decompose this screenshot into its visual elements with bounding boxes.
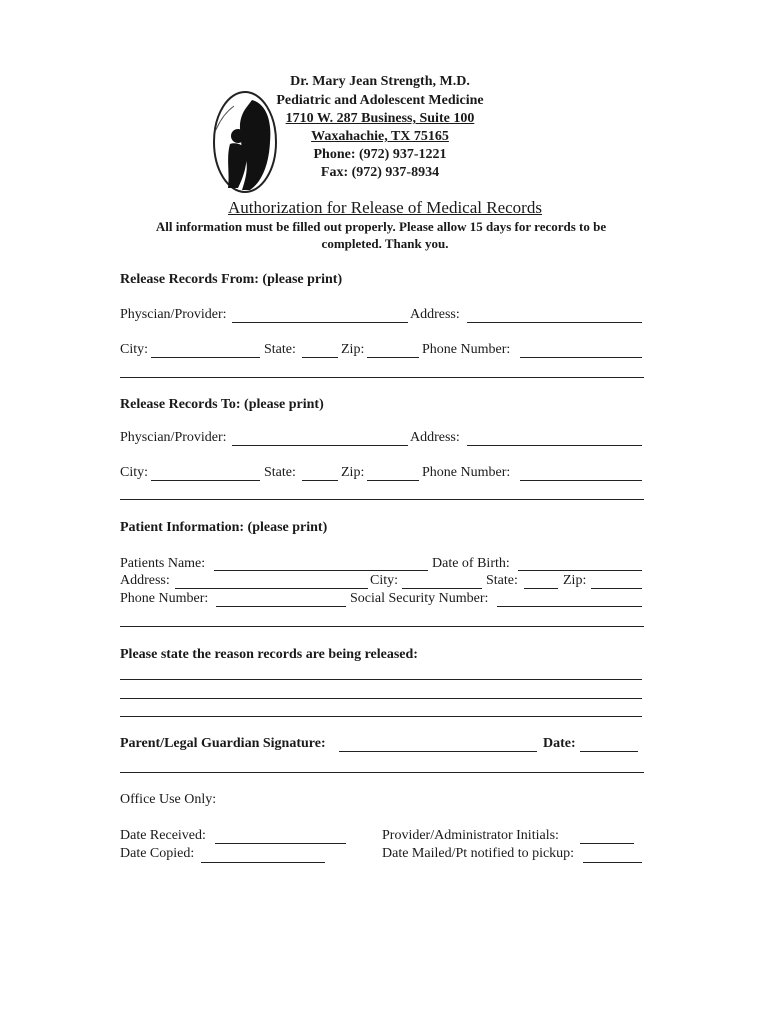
patient-city-label: City: <box>370 573 399 588</box>
to-address-label: Address: <box>410 430 460 445</box>
to-physician-field[interactable] <box>232 431 408 446</box>
patient-zip-label: Zip: <box>563 573 587 588</box>
patient-dob-field[interactable] <box>518 556 642 571</box>
reason-line-2[interactable] <box>120 698 642 699</box>
from-zip-label: Zip: <box>341 342 365 357</box>
patient-address-field[interactable] <box>175 574 368 589</box>
from-city-label: City: <box>120 342 149 357</box>
from-physician-label: Physcian/Provider: <box>120 307 227 322</box>
to-city-label: City: <box>120 465 149 480</box>
to-phone-label: Phone Number: <box>422 465 511 480</box>
reason-line-3[interactable] <box>120 716 642 717</box>
section-divider <box>120 377 644 378</box>
section-divider <box>120 499 644 500</box>
to-physician-label: Physcian/Provider: <box>120 430 227 445</box>
initials-label: Provider/Administrator Initials: <box>382 828 559 843</box>
instructions-line-1: All information must be filled out properly. Please allow 15 days for records to be <box>155 219 607 234</box>
mailed-field[interactable] <box>583 848 642 863</box>
practice-phone: Phone: (972) 937-1221 <box>313 147 447 162</box>
signature-date-label: Date: <box>543 736 576 751</box>
patient-address-label: Address: <box>120 573 170 588</box>
from-zip-field[interactable] <box>367 343 419 358</box>
practice-city: Waxahachie, TX 75165 <box>311 129 449 144</box>
patient-phone-label: Phone Number: <box>120 591 209 606</box>
patient-state-field[interactable] <box>524 574 558 589</box>
date-received-field[interactable] <box>215 829 346 844</box>
instructions-line-2: completed. Thank you. <box>321 236 449 251</box>
date-copied-field[interactable] <box>201 848 325 863</box>
to-zip-field[interactable] <box>367 466 419 481</box>
patient-ssn-label: Social Security Number: <box>350 591 489 606</box>
patient-info-heading: Patient Information: (please print) <box>120 520 328 535</box>
patient-zip-field[interactable] <box>591 574 642 589</box>
to-state-field[interactable] <box>302 466 338 481</box>
release-from-heading: Release Records From: (please print) <box>120 272 343 287</box>
form-title: Authorization for Release of Medical Records <box>228 198 542 217</box>
patient-name-field[interactable] <box>214 556 428 571</box>
release-to-heading: Release Records To: (please print) <box>120 397 324 412</box>
section-divider <box>120 626 644 627</box>
signature-field[interactable] <box>339 737 537 752</box>
practice-fax: Fax: (972) 937-8934 <box>320 165 440 180</box>
signature-date-field[interactable] <box>580 737 638 752</box>
practice-street: 1710 W. 287 Business, Suite 100 <box>285 111 475 126</box>
from-address-label: Address: <box>410 307 460 322</box>
patient-dob-label: Date of Birth: <box>432 556 510 571</box>
practice-name: Pediatric and Adolescent Medicine <box>276 93 484 108</box>
section-divider <box>120 772 644 773</box>
reason-line-1[interactable] <box>120 679 642 680</box>
doctor-name: Dr. Mary Jean Strength, M.D. <box>290 74 470 89</box>
from-state-label: State: <box>264 342 296 357</box>
from-physician-field[interactable] <box>232 308 408 323</box>
to-phone-field[interactable] <box>520 466 642 481</box>
to-address-field[interactable] <box>467 431 642 446</box>
to-city-field[interactable] <box>151 466 260 481</box>
reason-heading: Please state the reason records are being released: <box>120 647 418 662</box>
date-received-label: Date Received: <box>120 828 206 843</box>
patient-phone-field[interactable] <box>216 592 346 607</box>
mailed-label: Date Mailed/Pt notified to pickup: <box>382 846 575 861</box>
initials-field[interactable] <box>580 829 634 844</box>
from-state-field[interactable] <box>302 343 338 358</box>
from-phone-field[interactable] <box>520 343 642 358</box>
patient-state-label: State: <box>486 573 518 588</box>
to-state-label: State: <box>264 465 296 480</box>
patient-name-label: Patients Name: <box>120 556 206 571</box>
from-phone-label: Phone Number: <box>422 342 511 357</box>
patient-ssn-field[interactable] <box>497 592 642 607</box>
office-use-heading: Office Use Only: <box>120 792 217 807</box>
from-city-field[interactable] <box>151 343 260 358</box>
signature-label: Parent/Legal Guardian Signature: <box>120 736 326 751</box>
patient-city-field[interactable] <box>402 574 482 589</box>
from-address-field[interactable] <box>467 308 642 323</box>
date-copied-label: Date Copied: <box>120 846 195 861</box>
to-zip-label: Zip: <box>341 465 365 480</box>
